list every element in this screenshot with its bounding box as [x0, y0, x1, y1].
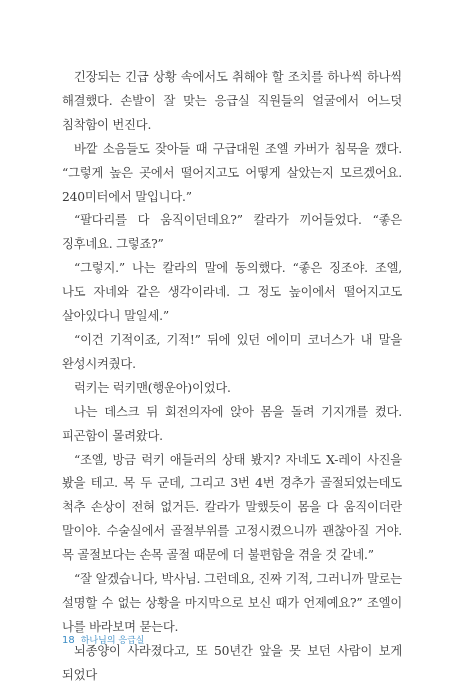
paragraph: 나는 데스크 뒤 회전의자에 앉아 몸을 돌려 기지개를 켰다. 피곤함이 몰려왔다. — [62, 404, 402, 443]
paragraph: 럭키는 럭키맨(행운아)이었다. — [74, 380, 231, 395]
page-number: 18 — [62, 635, 75, 646]
paragraph: 긴장되는 긴급 상황 속에서도 취해야 할 조치를 하나씩 하나씩 해결했다. 손발이 잘 맞는 응급실 직원들의 얼굴에서 어느덧 침착함이 번진다. — [62, 70, 402, 132]
paragraph: “잘 알겠습니다, 박사님. 그런데요, 진짜 기적, 그러니까 말로는 설명할 수 없는 상황을 마지막으로 보신 때가 언제예요?” 조엘이 나를 바라보며 묻는다. — [62, 572, 402, 634]
running-title: 하나님의 응급실 — [80, 636, 145, 646]
paragraph: “이건 기적이죠, 기적!” 뒤에 있던 에이미 코너스가 내 말을 완성시켜줬다. — [62, 332, 402, 371]
paragraph: “팔다리를 다 움직이던데요?” 칼라가 끼어들었다. “좋은 징후네요. 그렇죠?” — [62, 213, 402, 252]
paragraph: 바깥 소음들도 잦아들 때 구급대원 조엘 카버가 침묵을 깼다. “그렇게 높은 곳에서 떨어지고도 어떻게 살았는지 모르겠어요. 240미터에서 말입니다.” — [62, 141, 402, 204]
page-body — [62, 66, 402, 688]
paragraph: “그렇지.” 나는 칼라의 말에 동의했다. “좋은 징조야. 조엘, 나도 자네와 같은 생각이라네. 그 정도 높이에서 떨어지고도 살아있다니 말일세.” — [62, 261, 402, 324]
paragraph: 뇌종양이 사라졌다고, 또 50년간 앞을 못 보던 사람이 보게 되었다 — [62, 643, 402, 682]
paragraph: “조엘, 방금 럭키 애들러의 상태 봤지? 자네도 X-레이 사진을 봤을 테고. 목 두 군데, 그리고 3번 4번 경추가 골절되었는데도 척추 손상이 전혀 없거든. 칼라가 말했듯이 몸을 다 움직이더란 말이야. 수술실에서 골절부위를 고정시켰으니까 괜찮아질 거야. 목 골절보다는 손목 골절 때문에 더 불편함을 겪을 것 같네.” — [62, 452, 402, 563]
page-footer — [62, 633, 144, 646]
